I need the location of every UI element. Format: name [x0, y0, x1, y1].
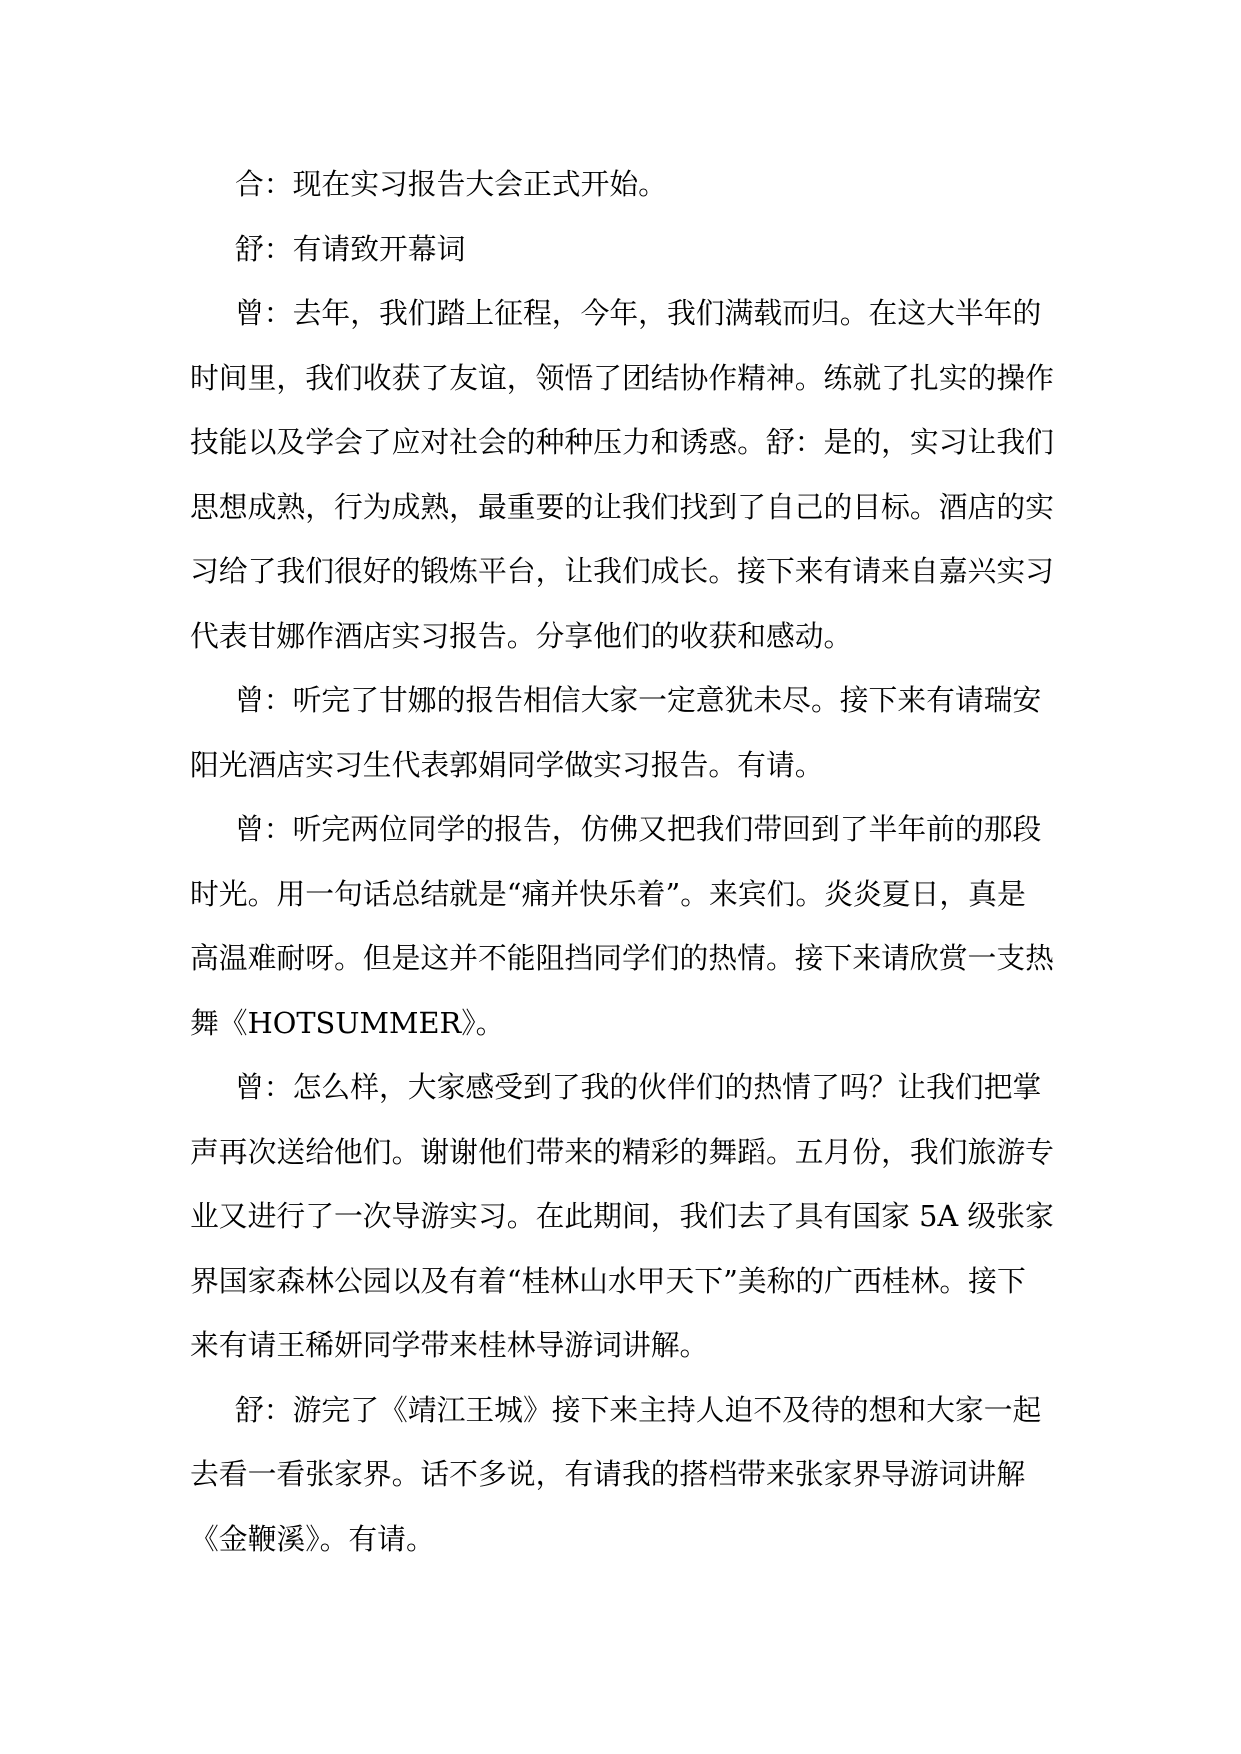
text-line: 《金鞭溪》。有请。 [190, 1521, 435, 1556]
text-line: 声再次送给他们。谢谢他们带来的精彩的舞蹈。五月份，我们旅游专 [190, 1134, 1054, 1169]
paragraph [190, 668, 1056, 797]
text-line: 代表甘娜作酒店实习报告。分享他们的收获和感动。 [190, 618, 853, 653]
text-line: 界国家森林公园以及有着“桂林山水甲天下”美称的广西桂林。接下 [190, 1263, 1026, 1298]
text-line: 业又进行了一次导游实习。在此期间，我们去了具有国家 5A 级张家 [190, 1199, 1054, 1233]
text-line: 曾：听完了甘娜的报告相信大家一定意犹未尽。接下来有请瑞安 [235, 683, 1042, 717]
paragraph [190, 797, 1056, 1055]
text-line: 曾：听完两位同学的报告，仿佛又把我们带回到了半年前的那段 [235, 812, 1042, 846]
text-line: 来有请王稀妍同学带来桂林导游词讲解。 [190, 1328, 709, 1362]
text-line: 时间里，我们收获了友谊，领悟了团结协作精神。练就了扎实的操作 [190, 360, 1054, 395]
text-line: 舞《HOTSUMMER》。 [190, 1005, 505, 1040]
text-line: 技能以及学会了应对社会的种种压力和诱惑。舒：是的，实习让我们 [190, 425, 1054, 459]
text-line: 去看一看张家界。话不多说，有请我的搭档带来张家界导游词讲解 [190, 1457, 1026, 1491]
paragraph [190, 152, 1056, 217]
paragraph [190, 217, 1056, 282]
paragraph [190, 1055, 1056, 1378]
text-line: 高温难耐呀。但是这并不能阻挡同学们的热情。接下来请欣赏一支热 [190, 941, 1054, 975]
text-line: 阳光酒店实习生代表郭娟同学做实习报告。有请。 [190, 747, 824, 782]
text-line: 曾：怎么样，大家感受到了我的伙伴们的热情了吗？让我们把掌 [235, 1070, 1042, 1104]
text-line: 舒：有请致开幕词 [235, 231, 466, 266]
document-page [190, 152, 1056, 1571]
paragraph [190, 1378, 1056, 1572]
text-line: 曾：去年，我们踏上征程，今年，我们满载而归。在这大半年的 [235, 296, 1042, 330]
text-line: 习给了我们很好的锻炼平台，让我们成长。接下来有请来自嘉兴实习 [190, 554, 1054, 588]
text-line: 合：现在实习报告大会正式开始。 [235, 167, 667, 201]
paragraph [190, 281, 1056, 668]
text-line: 思想成熟，行为成熟，最重要的让我们找到了自己的目标。酒店的实 [190, 489, 1054, 524]
text-line: 时光。用一句话总结就是“痛并快乐着”。来宾们。炎炎夏日，真是 [190, 876, 1026, 911]
text-line: 舒：游完了《靖江王城》接下来主持人迫不及待的想和大家一起 [235, 1392, 1042, 1427]
